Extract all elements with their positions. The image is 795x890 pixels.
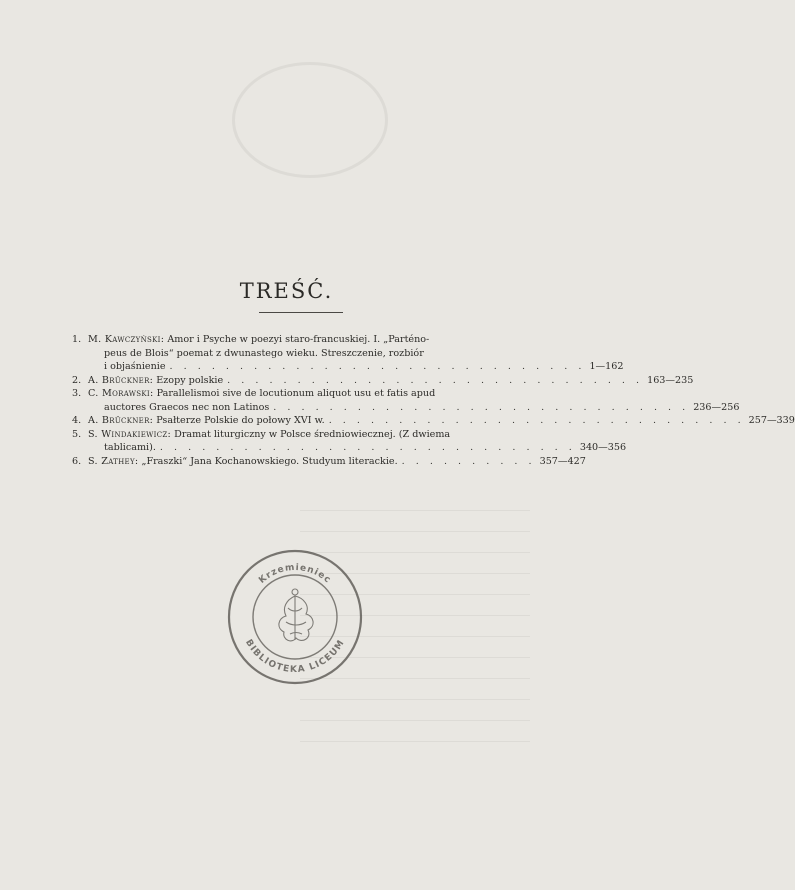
stamp-top-text: Krzemieniec bbox=[257, 562, 333, 586]
table-of-contents bbox=[72, 333, 795, 468]
entry-author: C. Morawski: bbox=[88, 388, 154, 399]
entry-title-line: peus de Blois“ poemat z dwunastego wieku. Streszczenie, rozbiór bbox=[104, 347, 424, 359]
entry-number: 1. bbox=[72, 334, 82, 345]
toc-entry bbox=[72, 333, 624, 374]
leader-dots: . . . . . . . . . . . . . . . . . . . . . . . . . . . . . . bbox=[159, 442, 576, 453]
emblem-icon bbox=[279, 589, 313, 641]
leader-dots: . . . . . . . . . . . . . . . . . . . . . . . . . . . . . . bbox=[227, 374, 644, 386]
entry-pages: 1—162 bbox=[589, 361, 624, 372]
stamp-bottom-text: BIBLIOTEKA LICEUM bbox=[243, 637, 347, 676]
entry-title-line: auctores Graecos nec non Latinos bbox=[104, 401, 270, 413]
entry-number: 5. bbox=[72, 428, 82, 440]
toc-entry bbox=[72, 414, 795, 428]
entry-pages: 357—427 bbox=[539, 455, 586, 467]
entry-pages: 236—256 bbox=[693, 401, 740, 413]
entry-author: S. Zathey: bbox=[88, 455, 139, 467]
toc-entry bbox=[72, 374, 694, 388]
entry-pages: 340—356 bbox=[579, 442, 627, 453]
leader-dots: . . . . . . . . . . . . . . . . . . . . . . . . . . . . . . bbox=[273, 401, 690, 413]
entry-pages: 163—235 bbox=[647, 374, 694, 386]
library-stamp bbox=[226, 548, 364, 686]
entry-title-line: „Fraszki“ Jana Kochanowskiego. Studyum literackie. bbox=[141, 455, 398, 467]
svg-text:Krzemieniec bbox=[257, 563, 332, 586]
leader-dots: . . . . . . . . . . . . . . . . . . . . . . . . . . . . . . bbox=[328, 415, 745, 426]
entry-title-line: tablicami). bbox=[104, 442, 156, 453]
entry-author: A. Brückner: bbox=[88, 415, 154, 426]
toc-entry bbox=[72, 455, 586, 469]
svg-text:BIBLIOTEKA LICEUM bbox=[243, 638, 347, 675]
entry-number: 2. bbox=[72, 374, 82, 386]
entry-title-line: Psałterze Polskie do połowy XVI w. bbox=[156, 415, 325, 426]
entry-title-line: i objaśnienie bbox=[104, 361, 166, 372]
entry-title-line: Ezopy polskie bbox=[156, 374, 224, 386]
title-rule bbox=[259, 312, 343, 313]
entry-number: 4. bbox=[72, 415, 82, 426]
entry-title-line: Dramat liturgiczny w Polsce średniowiecznej. (Z dwiema bbox=[174, 428, 451, 440]
page-title: TREŚĆ. bbox=[239, 279, 334, 303]
entry-pages: 257—339 bbox=[748, 415, 795, 426]
leader-dots: . . . . . . . . . . bbox=[401, 455, 536, 467]
leader-dots: . . . . . . . . . . . . . . . . . . . . . . . . . . . . . . bbox=[169, 361, 586, 372]
entry-number: 3. bbox=[72, 388, 82, 399]
toc-entry bbox=[72, 387, 740, 414]
entry-title-line: Parallelismoi sive de locutionum aliquot usu et fatis apud bbox=[156, 388, 436, 399]
entry-title-line: Amor i Psyche w poezyi staro-francuskiej. I. „Parténo- bbox=[167, 334, 430, 345]
entry-author: S. Windakiewicz: bbox=[88, 428, 172, 440]
entry-author: M. Kawczyński: bbox=[88, 334, 165, 345]
toc-entry bbox=[72, 428, 627, 455]
entry-author: A. Brückner: bbox=[88, 374, 154, 386]
bleed-through-stamp bbox=[232, 62, 388, 178]
entry-number: 6. bbox=[72, 455, 82, 467]
